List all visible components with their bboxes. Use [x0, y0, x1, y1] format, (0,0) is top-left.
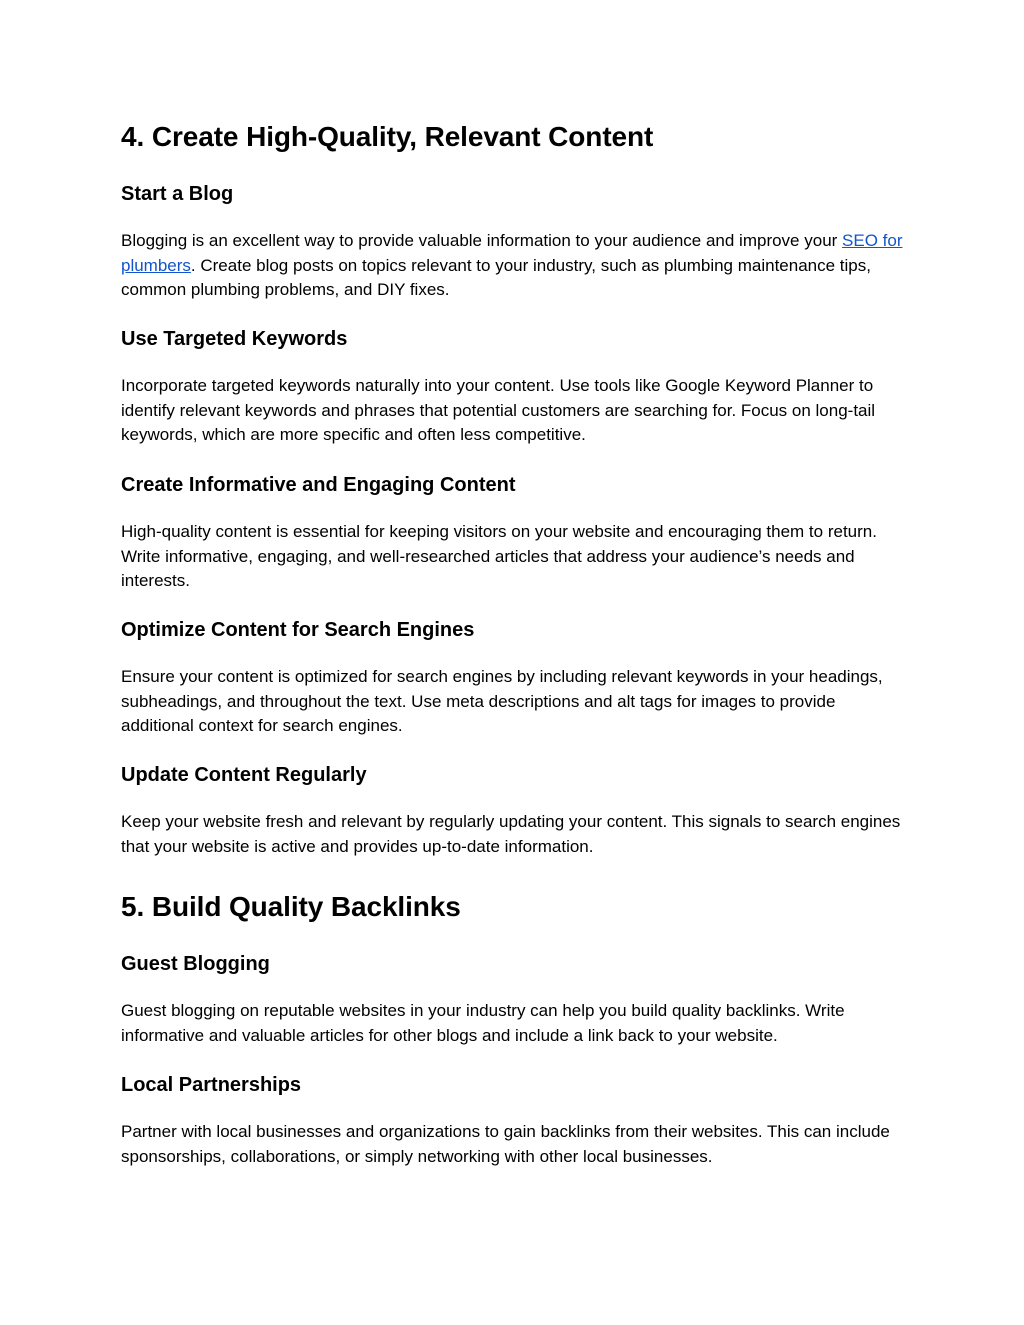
paragraph-use-targeted-keywords: [121, 374, 911, 448]
subsection-update-content: [121, 762, 911, 788]
subsection-heading: Update Content Regularly: [121, 764, 367, 786]
subsection-heading: Use Targeted Keywords: [121, 328, 348, 350]
paragraph: Guest blogging on reputable websites in your industry can help you build quality backlinks. Write informative and valuable articles for other blogs and include a link back to your website.: [121, 1001, 845, 1045]
paragraph-create-informative-content: [121, 520, 911, 594]
subsection-local-partnerships: [121, 1072, 911, 1098]
paragraph: Ensure your content is optimized for search engines by including relevant keywords in your headings, subheadings, and throughout the text. Use meta descriptions and alt tags for images to provide additional context for search engines.: [121, 667, 883, 735]
paragraph-guest-blogging: [121, 999, 911, 1048]
paragraph-text: Blogging is an excellent way to provide valuable information to your audience and improve your: [121, 231, 843, 250]
seo-for-plumbers-link[interactable]: SEO for plumbers: [121, 231, 903, 275]
section-5: [121, 890, 911, 924]
subsection-optimize-content: [121, 617, 911, 643]
subsection-heading: Guest Blogging: [121, 953, 270, 975]
section-4: [121, 120, 911, 154]
section-5-title: 5. Build Quality Backlinks: [121, 891, 461, 922]
section-4-title: 4. Create High-Quality, Relevant Content: [121, 121, 654, 152]
paragraph-start-a-blog: [121, 229, 911, 303]
subsection-heading: Create Informative and Engaging Content: [121, 474, 516, 496]
paragraph: Incorporate targeted keywords naturally into your content. Use tools like Google Keyword Planner to identify relevant keywords and phrases that potential customers are searching for. Focus on long-tail keywords, which are more specific and often less competitive.: [121, 376, 876, 444]
paragraph-optimize-content: [121, 665, 911, 739]
paragraph: High-quality content is essential for keeping visitors on your website and encouraging them to return. Write informative, engaging, and well-researched articles that address your audience’s needs and interests.: [121, 522, 877, 590]
subsection-create-informative-content: [121, 472, 911, 498]
subsection-guest-blogging: [121, 951, 911, 977]
subsection-use-targeted-keywords: [121, 326, 911, 352]
paragraph: [121, 229, 911, 303]
paragraph: Partner with local businesses and organizations to gain backlinks from their websites. This can include sponsorships, collaborations, or simply networking with other local businesses.: [121, 1122, 890, 1166]
paragraph-local-partnerships: [121, 1120, 911, 1169]
subsection-start-a-blog: [121, 181, 911, 207]
subsection-heading: Local Partnerships: [121, 1074, 302, 1096]
subsection-heading: Start a Blog: [121, 183, 234, 205]
subsection-heading: Optimize Content for Search Engines: [121, 619, 475, 641]
paragraph-text: . Create blog posts on topics relevant to your industry, such as plumbing maintenance tips, common plumbing problems, and DIY fixes.: [121, 255, 871, 299]
paragraph: Keep your website fresh and relevant by regularly updating your content. This signals to search engines that your website is active and provides up-to-date information.: [121, 812, 901, 856]
paragraph-update-content: [121, 810, 911, 859]
